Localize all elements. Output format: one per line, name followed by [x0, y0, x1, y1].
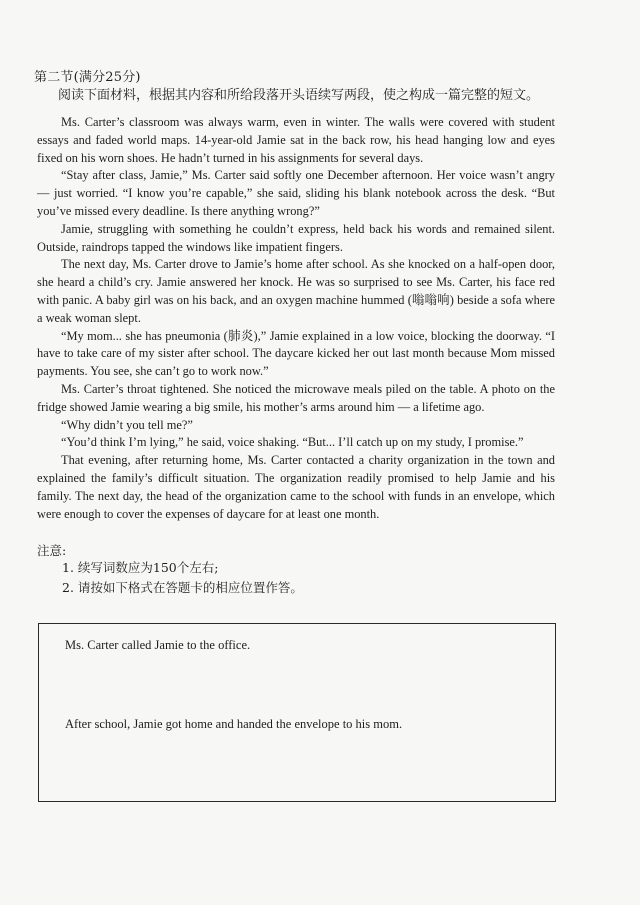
note-item: 2. 请按如下格式在答题卡的相应位置作答。	[62, 580, 303, 595]
reading-passage	[37, 114, 555, 523]
passage-paragraph: Jamie, struggling with something he couldn’t express, held back his words and remained silent. Outside, raindrops tapped the windows like impatient fingers.	[37, 221, 555, 254]
note-item: 1. 续写词数应为150个左右;	[62, 560, 219, 575]
section-title: 第二节(满分25分)	[34, 70, 141, 85]
paragraph-opening-1: Ms. Carter called Jamie to the office.	[65, 638, 251, 652]
notes-list	[62, 558, 303, 598]
paragraph-opening-2: After school, Jamie got home and handed the envelope to his mom.	[65, 717, 403, 731]
passage-paragraph: The next day, Ms. Carter drove to Jamie’s home after school. As she knocked on a half-open door, she heard a child’s cry. Jamie answered her knock. He was so surprised to see Ms. Carter, his face red with panic. A baby girl was on his back, and an oxygen machine hummed (嗡嗡响) beside a sofa where a weak woman slept.	[37, 257, 555, 325]
passage-paragraph: “Why didn’t you tell me?”	[61, 417, 193, 432]
passage-paragraph: “My mom... she has pneumonia (肺炎),” Jamie explained in a low voice, blocking the doorway. “I have to take care of my sister after school. The daycare kicked her out last month because Mom missed payments. You see, she can’t go to work now.”	[37, 328, 555, 379]
passage-paragraph: Ms. Carter’s throat tightened. She noticed the microwave meals piled on the table. A photo on the fridge showed Jamie wearing a big smile, his mother’s arms around him — a lifetime ago.	[37, 381, 555, 414]
passage-paragraph: Ms. Carter’s classroom was always warm, even in winter. The walls were covered with student essays and faded world maps. 14-year-old Jamie sat in the back row, his head hanging low and eyes fixed on his worn shoes. He hadn’t turned in his assignments for several days.	[37, 115, 555, 165]
passage-paragraph: “Stay after class, Jamie,” Ms. Carter said softly one December afternoon. Her voice wasn’t angry — just worried. “I know you’re capable,” she said, sliding his blank notebook across the desk. “But you’ve missed every deadline. Is there anything wrong?”	[37, 168, 555, 218]
passage-paragraph: “You’d think I’m lying,” he said, voice shaking. “But... I’ll catch up on my study, I promise.”	[61, 435, 524, 450]
answer-box	[38, 623, 556, 802]
notes-heading: 注意:	[37, 543, 67, 558]
passage-paragraph: That evening, after returning home, Ms. Carter contacted a charity organization in the town and explained the family’s difficult situation. The organization readily promised to help Jamie and his family. The next day, the head of the organization came to the school with funds in an envelope, which were enough to cover the expenses of daycare for at least one month.	[37, 453, 555, 521]
instruction-text: 阅读下面材料，根据其内容和所给段落开头语续写两段，使之构成一篇完整的短文。	[58, 88, 540, 103]
